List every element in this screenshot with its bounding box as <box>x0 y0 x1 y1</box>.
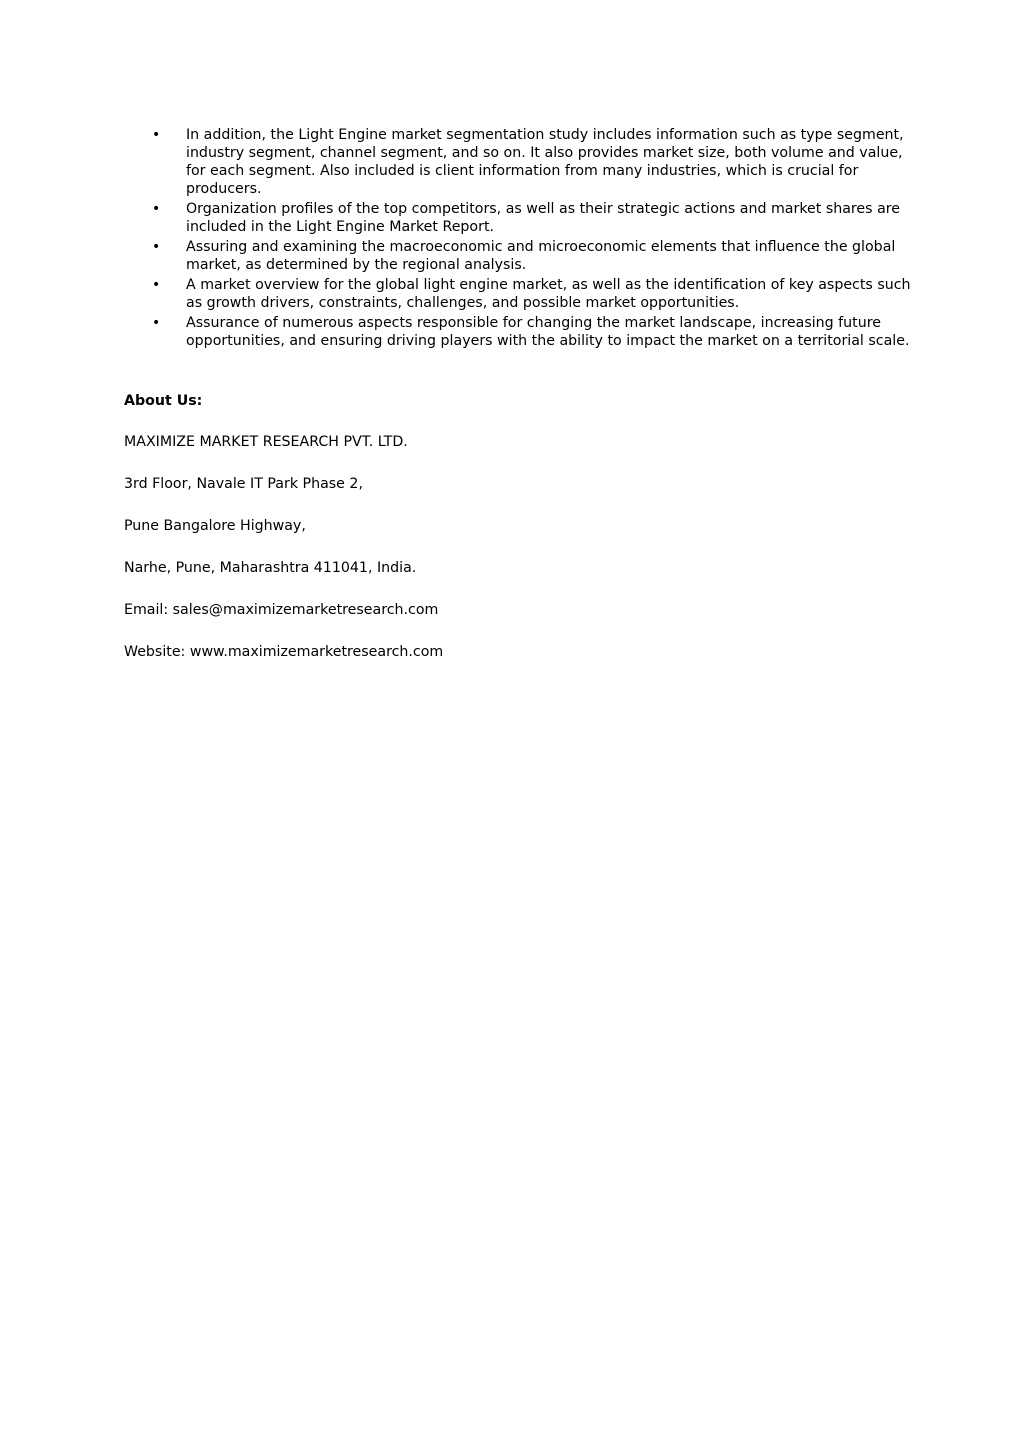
list-item <box>124 238 914 274</box>
address-line-3: Narhe, Pune, Maharashtra 411041, India. <box>124 560 417 576</box>
bullet-icon: • <box>152 315 161 331</box>
email-line: Email: sales@maximizemarketresearch.com <box>124 602 439 618</box>
bullet-icon: • <box>152 201 161 217</box>
list-item <box>124 200 914 236</box>
address-line-1: 3rd Floor, Navale IT Park Phase 2, <box>124 476 363 492</box>
bullet-text: A market overview for the global light engine market, as well as the identification of key aspects such as growth drivers, constraints, challenges, and possible market opportunities. <box>186 277 911 311</box>
bullet-text: In addition, the Light Engine market segmentation study includes information such as type segment, industry segment, channel segment, and so on. It also provides market size, both volume and value, for each segment. Also included is client information from many industries, which is crucial for producers. <box>186 127 904 197</box>
website-line: Website: www.maximizemarketresearch.com <box>124 644 444 660</box>
bullet-icon: • <box>152 127 161 143</box>
list-item <box>124 126 914 198</box>
address-line-2: Pune Bangalore Highway, <box>124 518 306 534</box>
about-heading: About Us: <box>124 393 203 409</box>
bullet-list <box>124 126 914 352</box>
list-item <box>124 276 914 312</box>
list-item <box>124 314 914 350</box>
company-name: MAXIMIZE MARKET RESEARCH PVT. LTD. <box>124 434 408 450</box>
bullet-text: Organization profiles of the top competitors, as well as their strategic actions and market shares are included in the Light Engine Market Report. <box>186 201 901 235</box>
bullet-text: Assuring and examining the macroeconomic and microeconomic elements that influence the global market, as determined by the regional analysis. <box>186 239 896 273</box>
bullet-icon: • <box>152 239 161 255</box>
bullet-icon: • <box>152 277 161 293</box>
bullet-text: Assurance of numerous aspects responsible for changing the market landscape, increasing future opportunities, and ensuring driving players with the ability to impact the market on a territorial scale. <box>186 315 910 349</box>
